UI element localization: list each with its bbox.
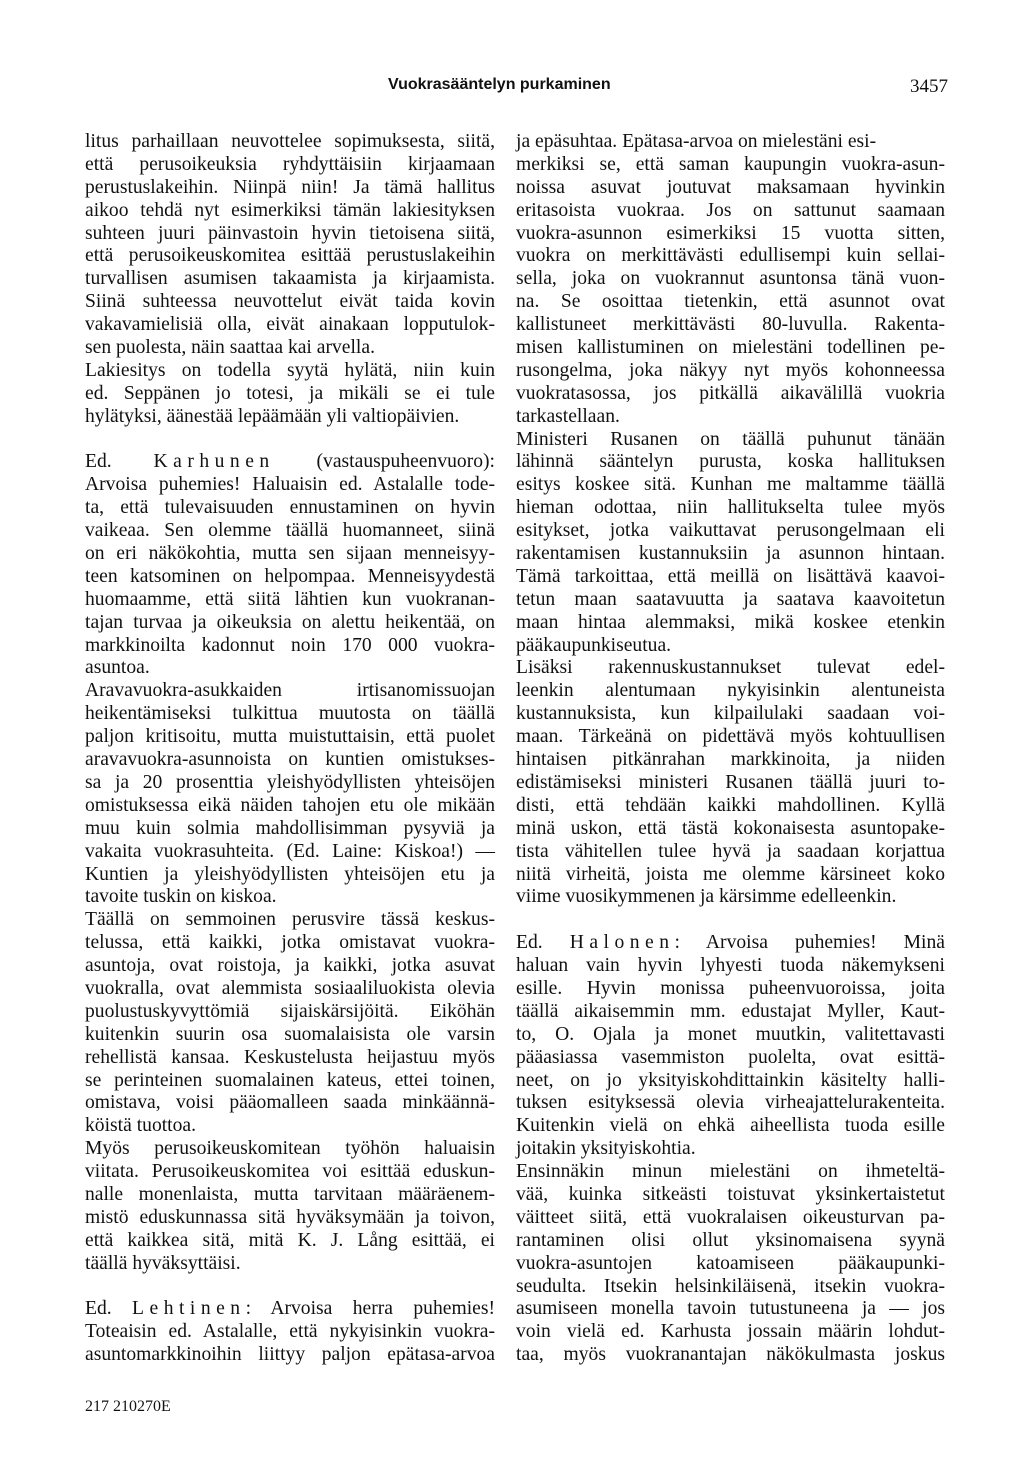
speaker-name: Halonen <box>569 932 675 954</box>
text-line: huomaamme, että siitä lähtien kun vuokranan- <box>85 588 495 610</box>
text-line: pääkaupunkiseutua. <box>516 634 672 656</box>
text-line: vuokra-asunnon esimerkiksi 15 vuotta sitten, <box>516 222 945 244</box>
text-line: taa, myös vuokranantajan näkökulmasta joskus <box>516 1344 945 1366</box>
paragraph-gap <box>85 1276 495 1299</box>
text-line: joitakin yksityiskohtia. <box>516 1138 696 1160</box>
text-line: rusongelma, joka näkyy nyt myös kohonneessa <box>516 359 945 381</box>
text-line: sen puolesta, näin saattaa kai arvella. <box>85 337 375 359</box>
running-header <box>0 76 1024 102</box>
text-line: tajan turvaa ja oikeuksia on alettu heikentää, on <box>85 611 495 633</box>
text-line: viime vuosikymmenen ja kärsimme edelleenkin. <box>516 886 897 908</box>
text-line: vakavamielisiä olla, eivät ainakaan lopputulok- <box>85 314 495 336</box>
text-line: markkinoilta kadonnut noin 170 000 vuokra- <box>85 634 495 656</box>
text-line: Kuntien ja yleishyödyllisten yhteisöjen etu ja <box>85 863 495 885</box>
text-line: täällä hyväksyttäisi. <box>85 1252 241 1274</box>
text-line: Siinä suhteessa neuvottelut eivät taida kovin <box>85 291 495 313</box>
speaker-name: Karhunen <box>153 451 275 473</box>
text-line: Ensinnäkin minun mielestäni on ihmeteltä- <box>516 1161 945 1183</box>
text-line: seudulta. Itsekin helsinkiläisenä, itsekin vuokra- <box>516 1275 945 1297</box>
text-line: mistö eduskunnassa sitä hyväksymään ja toivon, <box>85 1206 495 1228</box>
text-line: tavoite tuskin on kiskoa. <box>85 886 277 908</box>
text-line: rehellistä kansaa. Keskustelusta heijastuu myös <box>85 1046 495 1068</box>
text-line: hintaisen pitkänrahan markkinoita, ja niiden <box>516 749 945 771</box>
text-line: Toteaisin ed. Astalalle, että nykyisinkin vuokra- <box>85 1321 495 1343</box>
text-line: vää, kuinka sitkeästi toistuvat yksinkertaistetut <box>516 1183 945 1205</box>
text-line: voin vielä ed. Karhusta jossain määrin lohdut- <box>516 1321 945 1343</box>
text-line: esille. Hyvin monissa puheenvuoroissa, joita <box>516 977 945 999</box>
text-line: maan hintaa alemmaksi, mikä koskee etenkin <box>516 611 945 633</box>
text-line <box>516 932 945 955</box>
paragraph-gap <box>516 909 945 932</box>
text-line: Arvoisa puhemies! Haluaisin ed. Astalalle tode- <box>85 474 495 496</box>
text-line: misen kallistuminen on mielestäni todellinen pe- <box>516 337 945 359</box>
text-line: vuokra-asuntojen katoamiseen pääkaupunki- <box>516 1252 945 1274</box>
text-line: Täällä on semmoinen perusvire tässä keskus- <box>85 909 495 931</box>
text-line: sella, joka on vuokrannut asuntonsa tänä vuon- <box>516 268 945 290</box>
text-line: esitys koskee sitä. Kunhan me maltamme täällä <box>516 474 945 496</box>
text-line: on eri näkökohtia, mutta sen sijaan menneisyy- <box>85 543 495 565</box>
text-line: tarkastellaan. <box>516 405 620 427</box>
text-line: se perinteinen suomalainen kateus, ettei toinen, <box>85 1069 495 1091</box>
text-line: kuitenkin suurin osa suomalaisista ole varsin <box>85 1023 495 1045</box>
speech-text: : Arvoisa puhemies! Minä <box>674 932 945 954</box>
text-line: muu kuin solmia mahdollisimman pysyviä ja <box>85 817 495 839</box>
text-line: litus parhaillaan neuvottelee sopimuksesta, siitä, <box>85 131 495 152</box>
speaker-name: Lehtinen <box>132 1298 246 1320</box>
text-line: eritasoista vuokraa. Jos on sattunut saamaan <box>516 199 945 221</box>
text-line: köistä tuottoa. <box>85 1115 197 1137</box>
text-line: vuokratasossa, jos pitkällä aikavälillä vuokria <box>516 382 945 404</box>
text-line: merkiksi se, että saman kaupungin vuokra-asun- <box>516 153 945 175</box>
text-line: Ministeri Rusanen on täällä puhunut tänään <box>516 428 945 450</box>
text-line: Lisäksi rakennuskustannukset tulevat edel- <box>516 657 945 679</box>
text-line: vuokralla, ovat alemmista sosiaaliluokista olevia <box>85 977 495 999</box>
text-line: vakaita vuokrasuhteita. (Ed. Laine: Kiskoa!) — <box>85 840 495 862</box>
text-line: vaikeaa. Sen olemme täällä huomanneet, siinä <box>85 520 495 542</box>
speaker-prefix: Ed. <box>85 451 154 473</box>
text-line: asumiseen monella tavoin tutustuneena ja — jos <box>516 1298 945 1320</box>
page-title: Vuokrasääntelyn purkaminen <box>388 76 611 93</box>
text-line: aravavuokra-asunnoista on kuntien omistukses- <box>85 749 495 771</box>
text-line: neet, on jo yksityiskohdittainkin käsitelty halli- <box>516 1069 945 1091</box>
text-line: nalle monenlaista, mutta tarvitaan määräenem- <box>85 1183 495 1205</box>
text-line: teen katsominen on helpompaa. Menneisyydestä <box>85 565 495 587</box>
text-line: ed. Seppänen jo totesi, ja mikäli se ei tule <box>85 382 495 404</box>
text-line: leenkin alentumaan nykyisinkin alentuneista <box>516 680 945 702</box>
text-line: suhteen juuri päinvastoin hyvin tietoisena siitä, <box>85 222 495 244</box>
text-line: lähinnä sääntelyn purusta, koska hallituksen <box>516 451 945 473</box>
text-line: täällä aikaisemmin mm. edustajat Myller, Kaut- <box>516 1000 945 1022</box>
text-line: to, O. Ojala ja monet muutkin, valitettavasti <box>516 1023 945 1045</box>
page-number: 3457 <box>910 76 948 97</box>
text-line <box>85 1298 495 1321</box>
left-column <box>85 131 495 1367</box>
text-line: Tämä tarkoittaa, että meillä on lisättävä kaavoi- <box>516 565 945 587</box>
text-line: edistämiseksi ministeri Rusanen täällä juuri to- <box>516 771 945 793</box>
text-line: pääasiassa vasemmiston puolelta, ovat esittä- <box>516 1046 945 1068</box>
text-line: vuokra on merkittävästi edullisempi kuin sellai- <box>516 245 945 267</box>
text-line: omistuksessa eikä näiden tahojen etu ole mikään <box>85 794 495 816</box>
text-line: kustannuksista, kun kilpailulaki saadaan voi- <box>516 703 945 725</box>
footer-code: 217 210270E <box>85 1398 171 1415</box>
text-line: na. Se osoittaa tietenkin, että asunnot ovat <box>516 291 945 313</box>
text-line: että perusoikeuksia ryhdyttäisiin kirjaamaan <box>85 153 495 175</box>
text-line: maan. Tärkeänä on pidettävä myös kohtuullisen <box>516 726 945 748</box>
speech-text: : Arvoisa herra puhemies! <box>245 1298 495 1320</box>
text-line: kallistuneet merkittävästi 80-luvulla. Rakenta- <box>516 314 945 336</box>
text-line: että kaikkea sitä, mitä K. J. Lång esittää, ei <box>85 1229 495 1251</box>
text-line: rakentamisen kustannuksiin ja asunnon hintaan. <box>516 543 945 565</box>
text-line: esitykset, jotka vaikuttavat perusongelmaan eli <box>516 520 945 542</box>
text-line: ta, että tulevaisuuden ennustaminen on hyvin <box>85 497 495 519</box>
text-line: minä uskon, että tästä kokonaisesta asuntopake- <box>516 817 945 839</box>
speech-text: (vastauspuheenvuoro): <box>274 451 495 473</box>
text-line <box>85 451 495 474</box>
text-line: tuksen esityksessä olevia virheajattelurakenteita. <box>516 1092 945 1114</box>
text-line: asuntomarkkinoihin liittyy paljon epätasa-arvoa <box>85 1344 495 1366</box>
text-line: puolustuskyvyttömiä sijaiskärsijöitä. Eiköhän <box>85 1000 495 1022</box>
text-line: tista vähitellen tulee hyvä ja saadaan korjattua <box>516 840 945 862</box>
text-line: väitteet siitä, että vuokralaisen oikeusturvan pa- <box>516 1206 945 1228</box>
speaker-prefix: Ed. <box>85 1298 133 1320</box>
text-line: rantaminen olisi ollut yksinomaisena syynä <box>516 1229 945 1251</box>
text-line: heikentämiseksi tulkittua muutosta on täällä <box>85 703 495 725</box>
text-line: viitata. Perusoikeuskomitea voi esittää eduskun- <box>85 1161 495 1183</box>
text-line: hieman odottaa, niin hallitukselta tulee myös <box>516 497 945 519</box>
text-line: disti, että tehdään kaikki mahdollinen. Kyllä <box>516 794 945 816</box>
text-line: noissa asuvat joutuvat maksamaan hyvinkin <box>516 176 945 198</box>
text-line: aikoo tehdä nyt esimerkiksi tämän lakiesityksen <box>85 199 495 221</box>
text-line: hylätyksi, äänestää lepäämään yli valtiopäivien. <box>85 405 460 427</box>
text-line: Aravavuokra-asukkaiden irtisanomissuojan <box>85 680 495 702</box>
text-line: että perusoikeuskomitea esittää perustuslakeihin <box>85 245 495 267</box>
text-line: Lakiesitys on todella syytä hylätä, niin kuin <box>85 359 495 381</box>
text-line: telussa, että kaikki, jotka omistavat vuokra- <box>85 932 495 954</box>
text-line: sa ja 20 prosenttia yleishyödyllisten yhteisöjen <box>85 771 495 793</box>
text-line: asuntoja, ovat roistoja, ja kaikki, jotka asuvat <box>85 955 495 977</box>
text-line: haluan vain hyvin lyhyesti tuoda näkemykseni <box>516 955 945 977</box>
text-line: Kuitenkin vielä on ehkä aiheellista tuoda esille <box>516 1115 945 1137</box>
text-line: Myös perusoikeuskomitean työhön haluaisin <box>85 1138 495 1160</box>
text-line: ja epäsuhtaa. Epätasa-arvoa on mielestäni esi- <box>516 131 877 152</box>
text-line: paljon kritisoitu, mutta muistuttaisin, että puolet <box>85 726 495 748</box>
text-line: perustuslakeihin. Niinpä niin! Ja tämä hallitus <box>85 176 495 198</box>
text-line: omistava, voisi pääomalleen saada minkäännä- <box>85 1092 495 1114</box>
speaker-prefix: Ed. <box>516 932 570 954</box>
right-column <box>516 131 945 1367</box>
text-line: turvallisen asumisen takaamista ja kirjaamista. <box>85 268 495 290</box>
text-line: tetun maan saatavuutta ja saatava kaavoitetun <box>516 588 945 610</box>
text-line: asuntoa. <box>85 657 150 679</box>
paragraph-gap <box>85 429 495 452</box>
text-line: niitä virheitä, joista me olemme kärsineet koko <box>516 863 945 885</box>
